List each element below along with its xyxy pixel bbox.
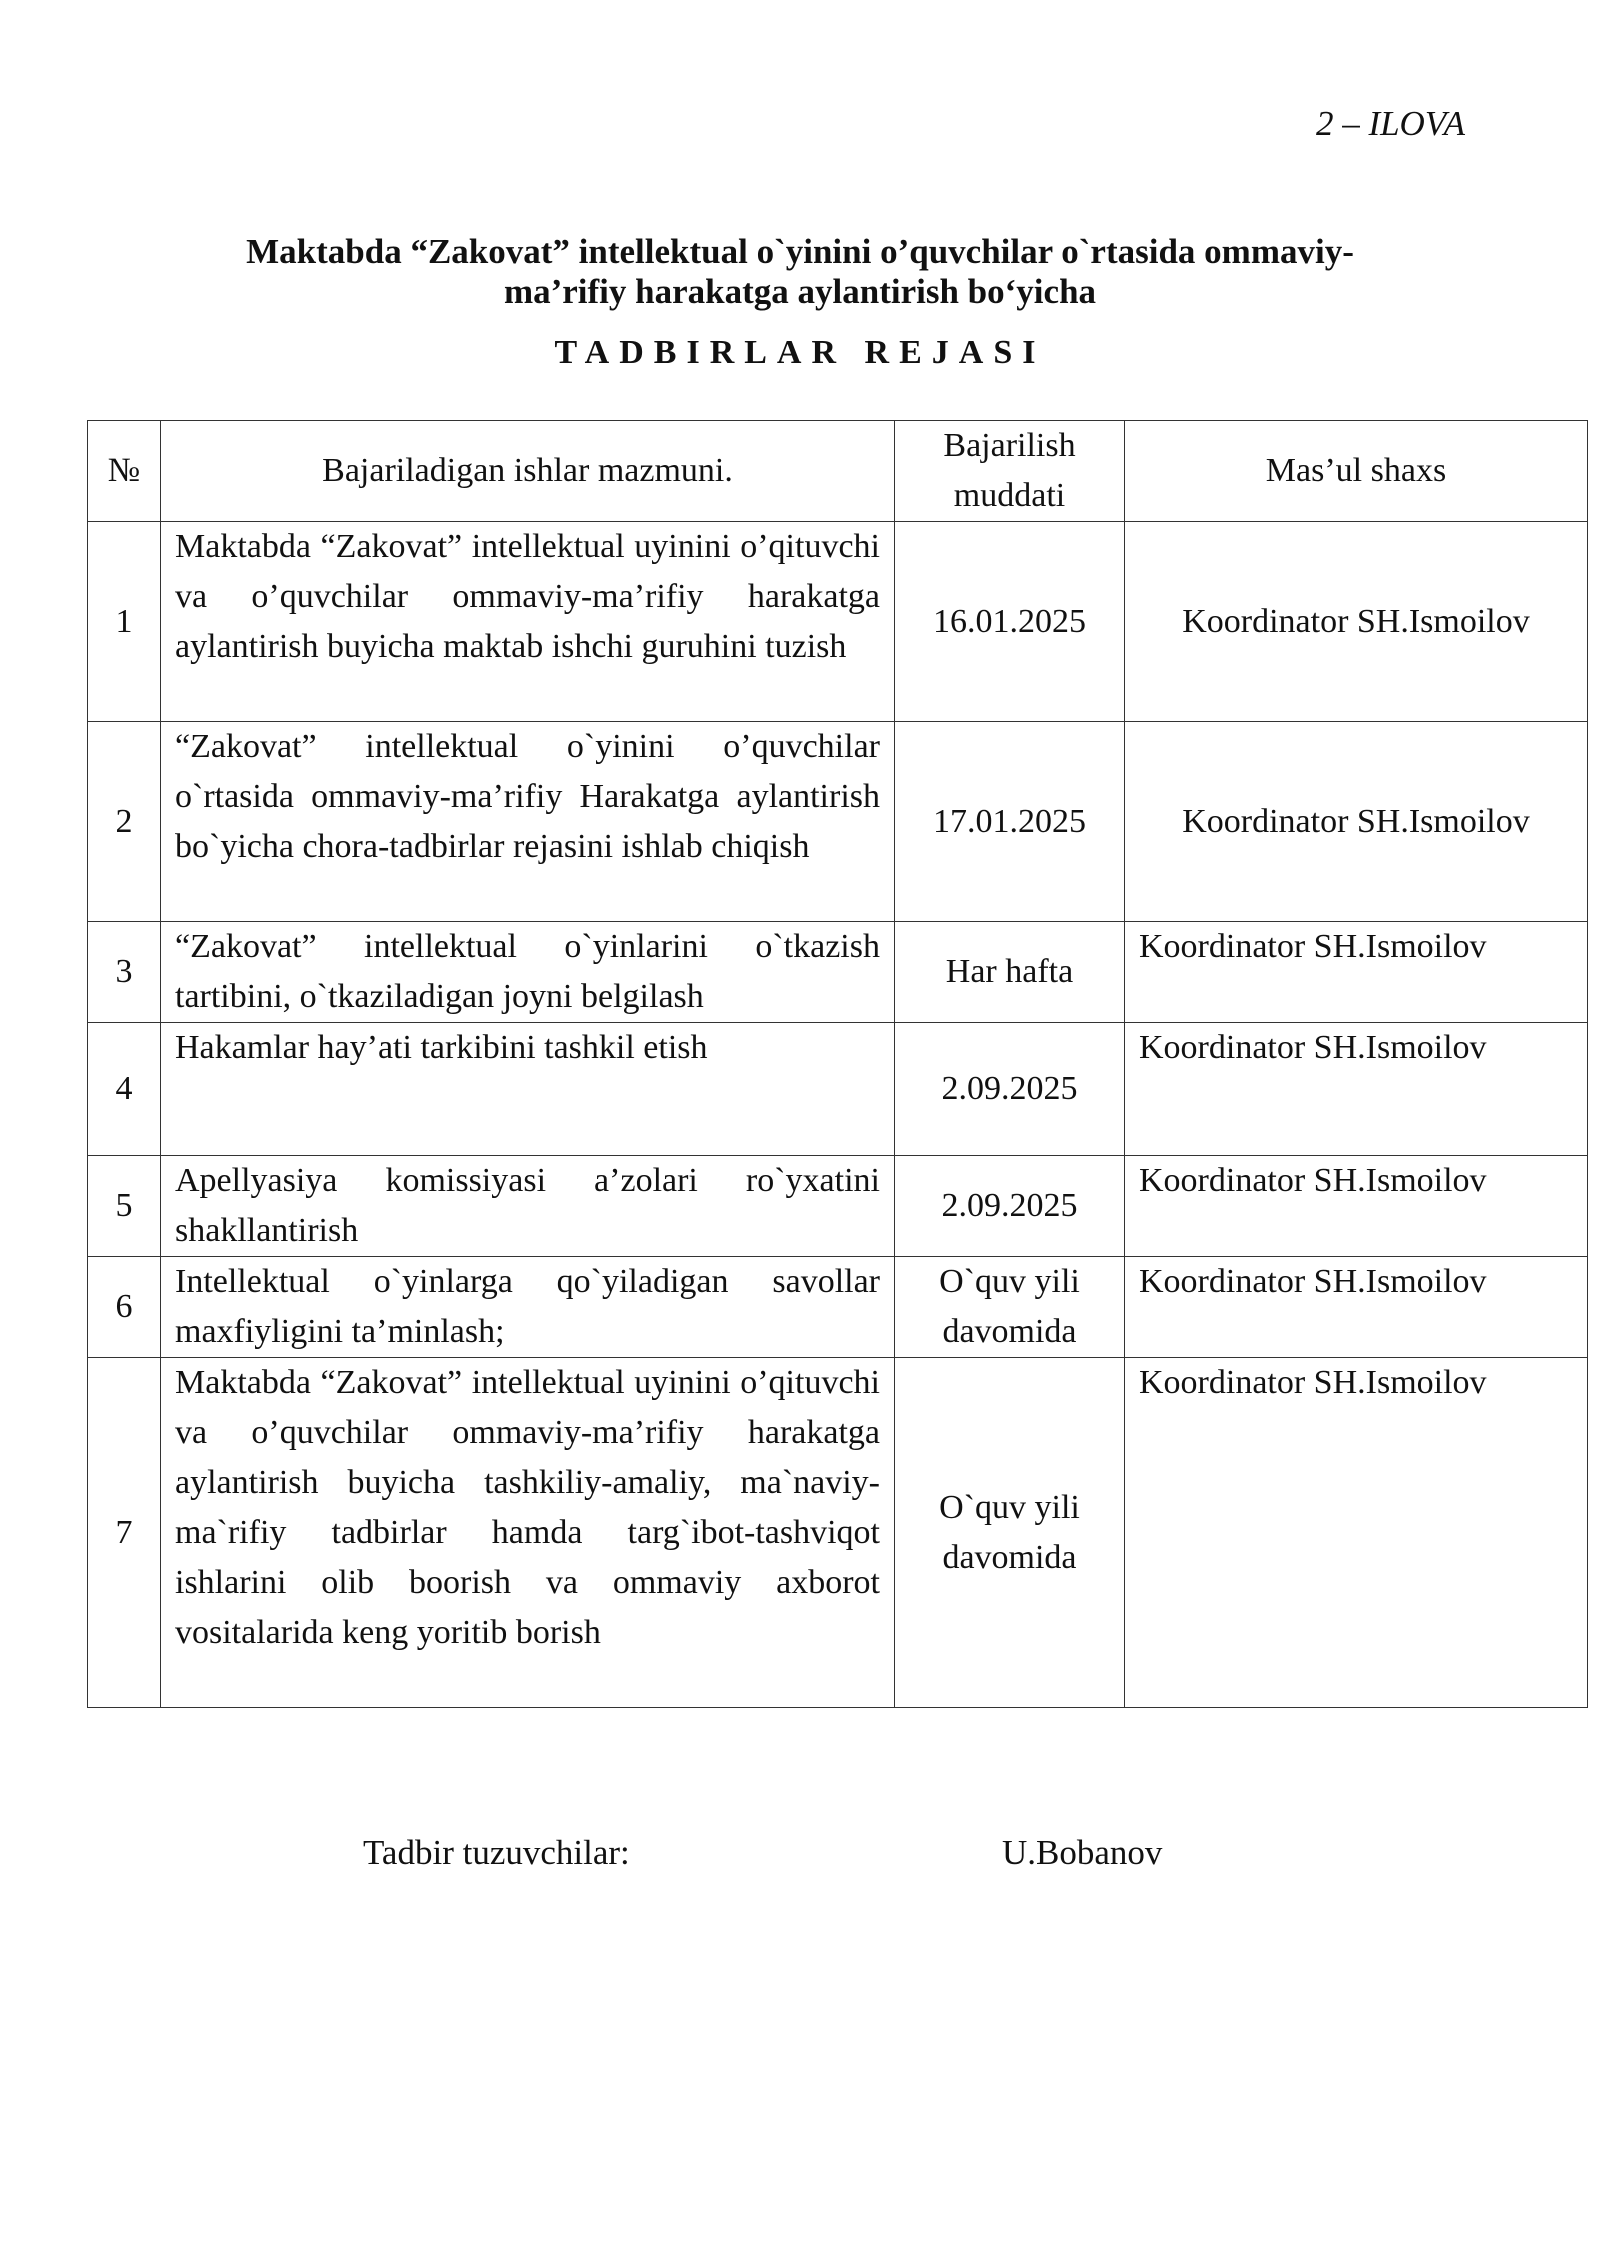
title-line-2: ma’rifiy harakatga aylantirish bo‘yicha: [503, 272, 1097, 311]
row-task: “Zakovat” intellektual o`yinini o’quvchilar o`rtasida ommaviy-ma’rifiy Harakatga aylantirish bo`yicha chora-tadbirlar rejasini ishlab chiqish: [161, 722, 895, 922]
title-line-1: Maktabda “Zakovat” intellektual o`yinini o’quvchilar o`rtasida ommaviy-: [246, 232, 1354, 271]
plan-table: [87, 420, 1588, 1708]
row-responsible: Koordinator SH.Ismoilov: [1125, 1156, 1588, 1257]
row-responsible: Koordinator SH.Ismoilov: [1125, 922, 1588, 1023]
header-number: №: [88, 421, 161, 522]
header-responsible: Mas’ul shaxs: [1125, 421, 1588, 522]
table-row: [88, 522, 1588, 722]
table-row: [88, 1156, 1588, 1257]
row-deadline: O`quv yili davomida: [895, 1358, 1125, 1708]
row-number: 4: [88, 1023, 161, 1156]
row-task: “Zakovat” intellektual o`yinlarini o`tkazish tartibini, o`tkaziladigan joyni belgilash: [161, 922, 895, 1023]
table-row: [88, 1023, 1588, 1156]
table-row: [88, 1257, 1588, 1358]
row-deadline: 2.09.2025: [895, 1023, 1125, 1156]
row-number: 3: [88, 922, 161, 1023]
annex-label: 2 – ILOVA: [1315, 104, 1465, 143]
row-deadline: 2.09.2025: [895, 1156, 1125, 1257]
row-deadline: 17.01.2025: [895, 722, 1125, 922]
row-responsible: Koordinator SH.Ismoilov: [1125, 522, 1588, 722]
row-task: Apellyasiya komissiyasi a’zolari ro`yxatini shakllantirish: [161, 1156, 895, 1257]
row-task: Maktabda “Zakovat” intellektual uyinini o’qituvchi va o’quvchilar ommaviy-ma’rifiy harakatga aylantirish buyicha maktab ishchi guruhini tuzish: [161, 522, 895, 722]
header-task: Bajariladigan ishlar mazmuni.: [161, 421, 895, 522]
footer-name: U.Bobanov: [1002, 1833, 1163, 1872]
footer-label: Tadbir tuzuvchilar:: [363, 1833, 630, 1872]
row-number: 5: [88, 1156, 161, 1257]
row-task: Intellektual o`yinlarga qo`yiladigan savollar maxfiyligini ta’minlash;: [161, 1257, 895, 1358]
row-number: 6: [88, 1257, 161, 1358]
row-deadline: Har hafta: [895, 922, 1125, 1023]
table-header-row: [88, 421, 1588, 522]
table-row: [88, 722, 1588, 922]
row-task: Maktabda “Zakovat” intellektual uyinini o’qituvchi va o’quvchilar ommaviy-ma’rifiy harakatga aylantirish buyicha tashkiliy-amaliy, ma`naviy-ma`rifiy tadbirlar hamda targ`ibot-tashviqot ishlarini olib boorish va ommaviy axborot vositalarida keng yoritib borish: [161, 1358, 895, 1708]
row-responsible: Koordinator SH.Ismoilov: [1125, 1023, 1588, 1156]
document-title: [0, 232, 1600, 312]
table-row: [88, 1358, 1588, 1708]
row-number: 1: [88, 522, 161, 722]
row-deadline: O`quv yili davomida: [895, 1257, 1125, 1358]
row-responsible: Koordinator SH.Ismoilov: [1125, 1358, 1588, 1708]
row-responsible: Koordinator SH.Ismoilov: [1125, 722, 1588, 922]
table-row: [88, 922, 1588, 1023]
row-task: Hakamlar hay’ati tarkibini tashkil etish: [161, 1023, 895, 1156]
header-deadline: Bajarilish muddati: [895, 421, 1125, 522]
document-subtitle: TADBIRLAR REJASI: [554, 334, 1046, 371]
row-number: 2: [88, 722, 161, 922]
row-number: 7: [88, 1358, 161, 1708]
row-responsible: Koordinator SH.Ismoilov: [1125, 1257, 1588, 1358]
row-deadline: 16.01.2025: [895, 522, 1125, 722]
